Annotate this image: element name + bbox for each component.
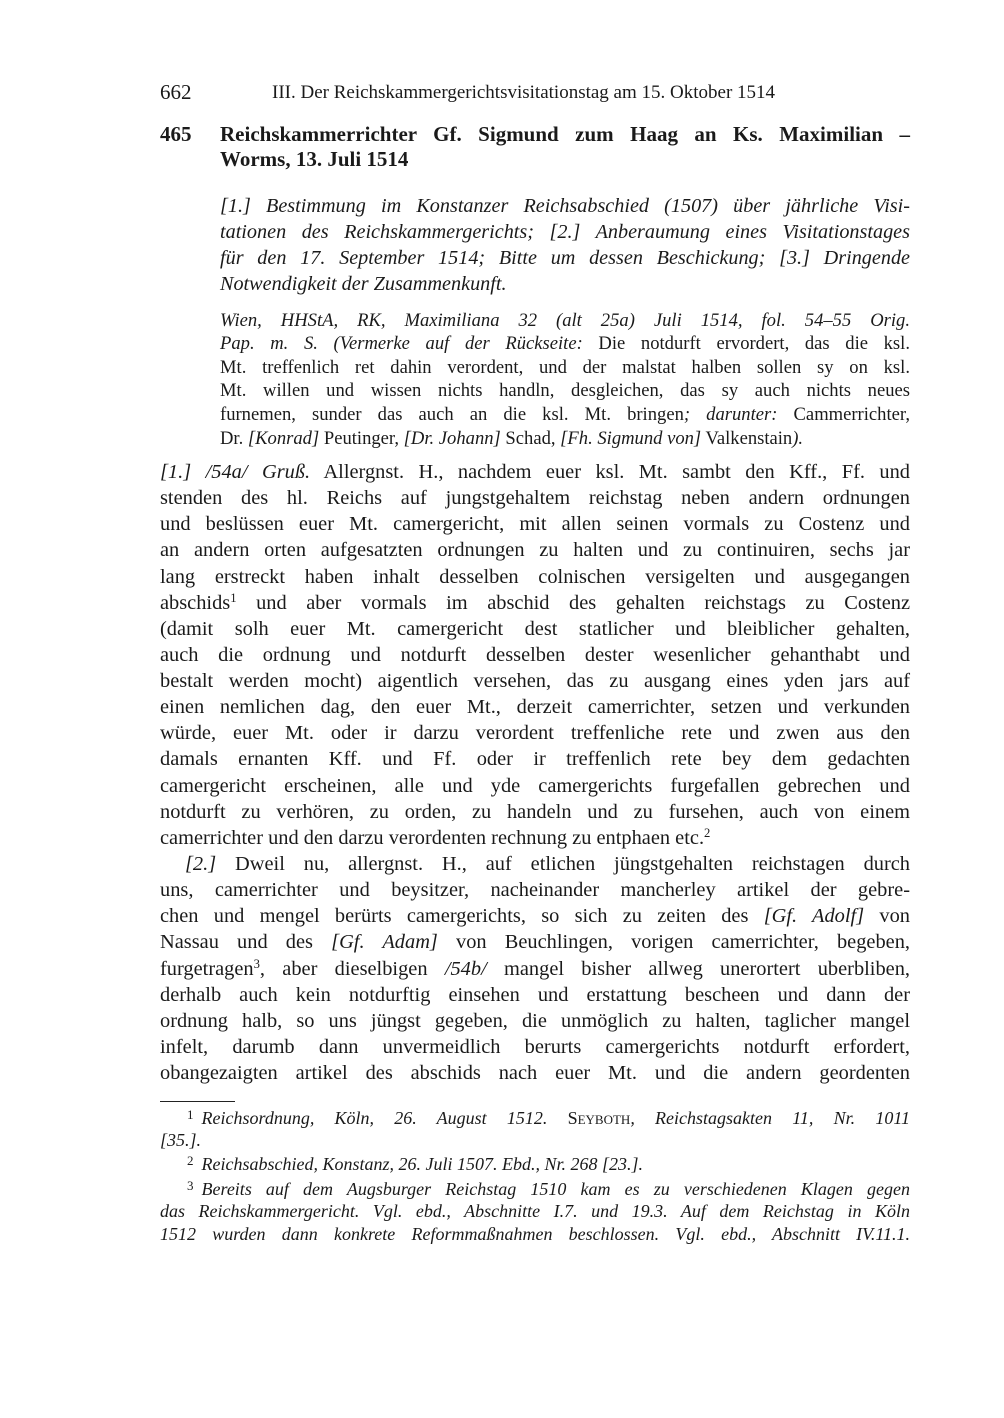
body-line: [160, 461, 910, 484]
source-italic: ; darunter:: [683, 404, 778, 425]
body-line: uns, camerrichter und beysitzer, nacheinander mancherley artikel der gebre-: [160, 879, 910, 901]
summary-line: [1.] Bestimmung im Konstanzer Reichsabschied (1507) über jährliche Visi-: [220, 195, 910, 217]
body-text: chen und mengel berürts camergerichts, so sich zu zeiten des: [160, 905, 764, 927]
document-title-line: Reichskammerrichter Gf. Sigmund zum Haag an Ks. Maximilian –: [220, 122, 910, 146]
body-line: derhalb auch kein notdurftig einsehen und erstattung bescheen und dann der: [160, 984, 910, 1006]
footnote-ref[interactable]: 1: [230, 591, 237, 606]
body-line: [160, 905, 910, 928]
footnote-ref[interactable]: 2: [704, 826, 711, 841]
body-line: notdurft zu verhören, zu orden, zu handeln und zu fursehen, auch von einem: [160, 801, 910, 823]
body-line: [160, 931, 910, 954]
summary-line: tationen des Reichskammergerichts; [2.] Anberaumung eines Visitationstages: [220, 221, 910, 243]
body-text: camerrichter und den darzu verordenten rechnung zu entphaen etc.: [160, 827, 705, 849]
body-line: obangezaigten artikel des abschids nach euer Mt. und die andern geordenten: [160, 1062, 910, 1084]
footnote-2: [187, 1153, 910, 1175]
document-number: 465: [160, 122, 192, 146]
body-text: abschids: [160, 592, 231, 614]
body-line: infelt, darumb dann unvermeidlich berurts camergerichts notdurft erfordert,: [160, 1036, 910, 1058]
body-line: einen nemlichen dag, den euer Mt., derzeit camerrichter, setzen und verkunden: [160, 696, 910, 718]
source-line: Mt. willen und wissen nichts handln, desgleichen, das sy auch nichts neues: [220, 380, 910, 401]
source-line: Wien, HHStA, RK, Maximiliana 32 (alt 25a) Juli 1514, fol. 54–55 Orig.: [220, 310, 910, 331]
body-text: , aber dieselbigen: [259, 958, 445, 980]
footnote-1: [187, 1107, 910, 1129]
author-name: Seyboth: [567, 1108, 631, 1128]
body-line: auch die ordnung und notdurft desselben dester wesenlicher gehanthabt und: [160, 644, 910, 666]
footnote-number: 3: [187, 1178, 194, 1193]
body-line: würde, euer Mt. oder ir darzu verordent treffenliche rete und zwen aus den: [160, 722, 910, 744]
body-line: stenden des hl. Reichs auf jungstgehaltem reichstag neben andern ordnungen: [160, 487, 910, 509]
source-quote: Cammerrichter,: [777, 404, 910, 425]
body-line: (damit solh euer Mt. camergericht dest statlicher und bleiblicher gehalten,: [160, 618, 910, 640]
source-line: [220, 404, 910, 426]
body-line: ordnung halb, so uns jüngst gegeben, die unmöglich zu halten, taglicher mangel: [160, 1010, 910, 1032]
footnote-3-cont: das Reichskammergericht. Vgl. ebd., Abschnitte I.7. und 19.3. Auf dem Reichstag in Köln: [160, 1201, 910, 1221]
source-text: Peutinger,: [319, 428, 404, 449]
source-line: [220, 333, 910, 355]
page-number: 662: [160, 80, 192, 104]
footnote-text: Reichsordnung, Köln, 26. August 1512.: [201, 1108, 568, 1128]
footnote-number: 2: [187, 1153, 194, 1168]
body-text: furgetragen: [160, 958, 254, 980]
body-line: camergericht erscheinen, alle und yde camergerichts furgefallen gebrechen und: [160, 775, 910, 797]
footnote-text: Reichsabschied, Konstanz, 26. Juli 1507. Ebd., Nr. 268 [23.].: [201, 1154, 643, 1174]
body-line: lang erstreckt haben inhalt desselben colnischen versigelten und ausgegangen: [160, 566, 910, 588]
source-text: Dr.: [220, 428, 248, 449]
body-text: und aber vormals im abschid des gehalten reichstags zu Costenz: [236, 592, 910, 614]
body-line: [185, 853, 910, 876]
source-text: Valkenstain: [701, 428, 793, 449]
source-italic: Pap. m. S. (Vermerke auf der Rückseite:: [220, 333, 583, 354]
body-line: bestalt werden mocht) aigentlich versehen, das zu ausgang eines yden jars auf: [160, 670, 910, 692]
footnote-text: Bereits auf dem Augsburger Reichstag 1510 kam es zu verschiedenen Klagen gegen: [201, 1179, 910, 1199]
editorial-insert: [Fh. Sigmund von]: [560, 428, 702, 449]
paragraph-marker: [1.] /54a/ Gruß.: [160, 461, 311, 483]
editorial-insert: [Dr. Johann]: [403, 428, 501, 449]
body-text: von Beuchlingen, vorigen camerrichter, begeben,: [437, 931, 910, 953]
running-header-title: III. Der Reichskammergerichtsvisitationstag am 15. Oktober 1514: [272, 82, 776, 103]
source-line: [220, 428, 910, 450]
footnote-number: 1: [187, 1107, 194, 1122]
editorial-insert: [Gf. Adam]: [331, 931, 438, 953]
source-text: Schad,: [500, 428, 561, 449]
body-line: [160, 958, 910, 981]
body-text: von: [864, 905, 911, 927]
source-quote: furnemen, sunder das auch an die ksl. Mt. bringen: [220, 404, 684, 425]
document-title-line: Worms, 13. Juli 1514: [220, 147, 409, 171]
footnote-ref[interactable]: 3: [253, 957, 260, 972]
body-line: [160, 592, 910, 615]
editorial-insert: [Gf. Adolf]: [763, 905, 865, 927]
source-quote: Die notdurft ervordert, das die ksl.: [582, 333, 910, 354]
summary-line: für den 17. September 1514; Bitte um dessen Beschickung; [3.] Dringende: [220, 247, 910, 269]
folio-marker: /54b/: [444, 958, 487, 980]
body-line: [160, 827, 910, 850]
body-text: Nassau und des: [160, 931, 332, 953]
body-line: an andern orten aufgesatzten ordnungen zu halten und zu continuiren, sechs jar: [160, 539, 910, 561]
footnote-3: [187, 1178, 910, 1200]
body-text: Allergnst. H., nachdem euer ksl. Mt. sambt den Kff., Ff. und: [310, 461, 910, 483]
summary-line: Notwendigkeit der Zusammenkunft.: [220, 273, 507, 295]
footnote-1-cont: [35.].: [160, 1130, 202, 1150]
body-line: und beslüssen euer Mt. camergericht, mit allen seinen vormals zu Costenz und: [160, 513, 910, 535]
paragraph-marker: [2.]: [185, 853, 217, 875]
source-line: Mt. treffenlich ret dahin verordent, und der malstat halben sollen sy on ksl.: [220, 357, 910, 378]
footnote-3-cont: 1512 wurden dann konkrete Reformmaßnahmen beschlossen. Vgl. ebd., Abschnitt IV.11.1.: [160, 1224, 910, 1244]
source-italic: ).: [792, 428, 804, 449]
footnote-text: , Reichstagsakten 11, Nr. 1011: [630, 1108, 911, 1128]
editorial-insert: [Konrad]: [247, 428, 320, 449]
body-line: damals ernanten Kff. und Ff. oder ir treffenlich rete bey dem gedachten: [160, 748, 910, 770]
footnote-separator: [160, 1101, 235, 1102]
body-text: Dweil nu, allergnst. H., auf etlichen jüngstgehalten reichstagen durch: [216, 853, 910, 875]
body-text: mangel bisher allweg unerortert uberbliben,: [486, 958, 911, 980]
